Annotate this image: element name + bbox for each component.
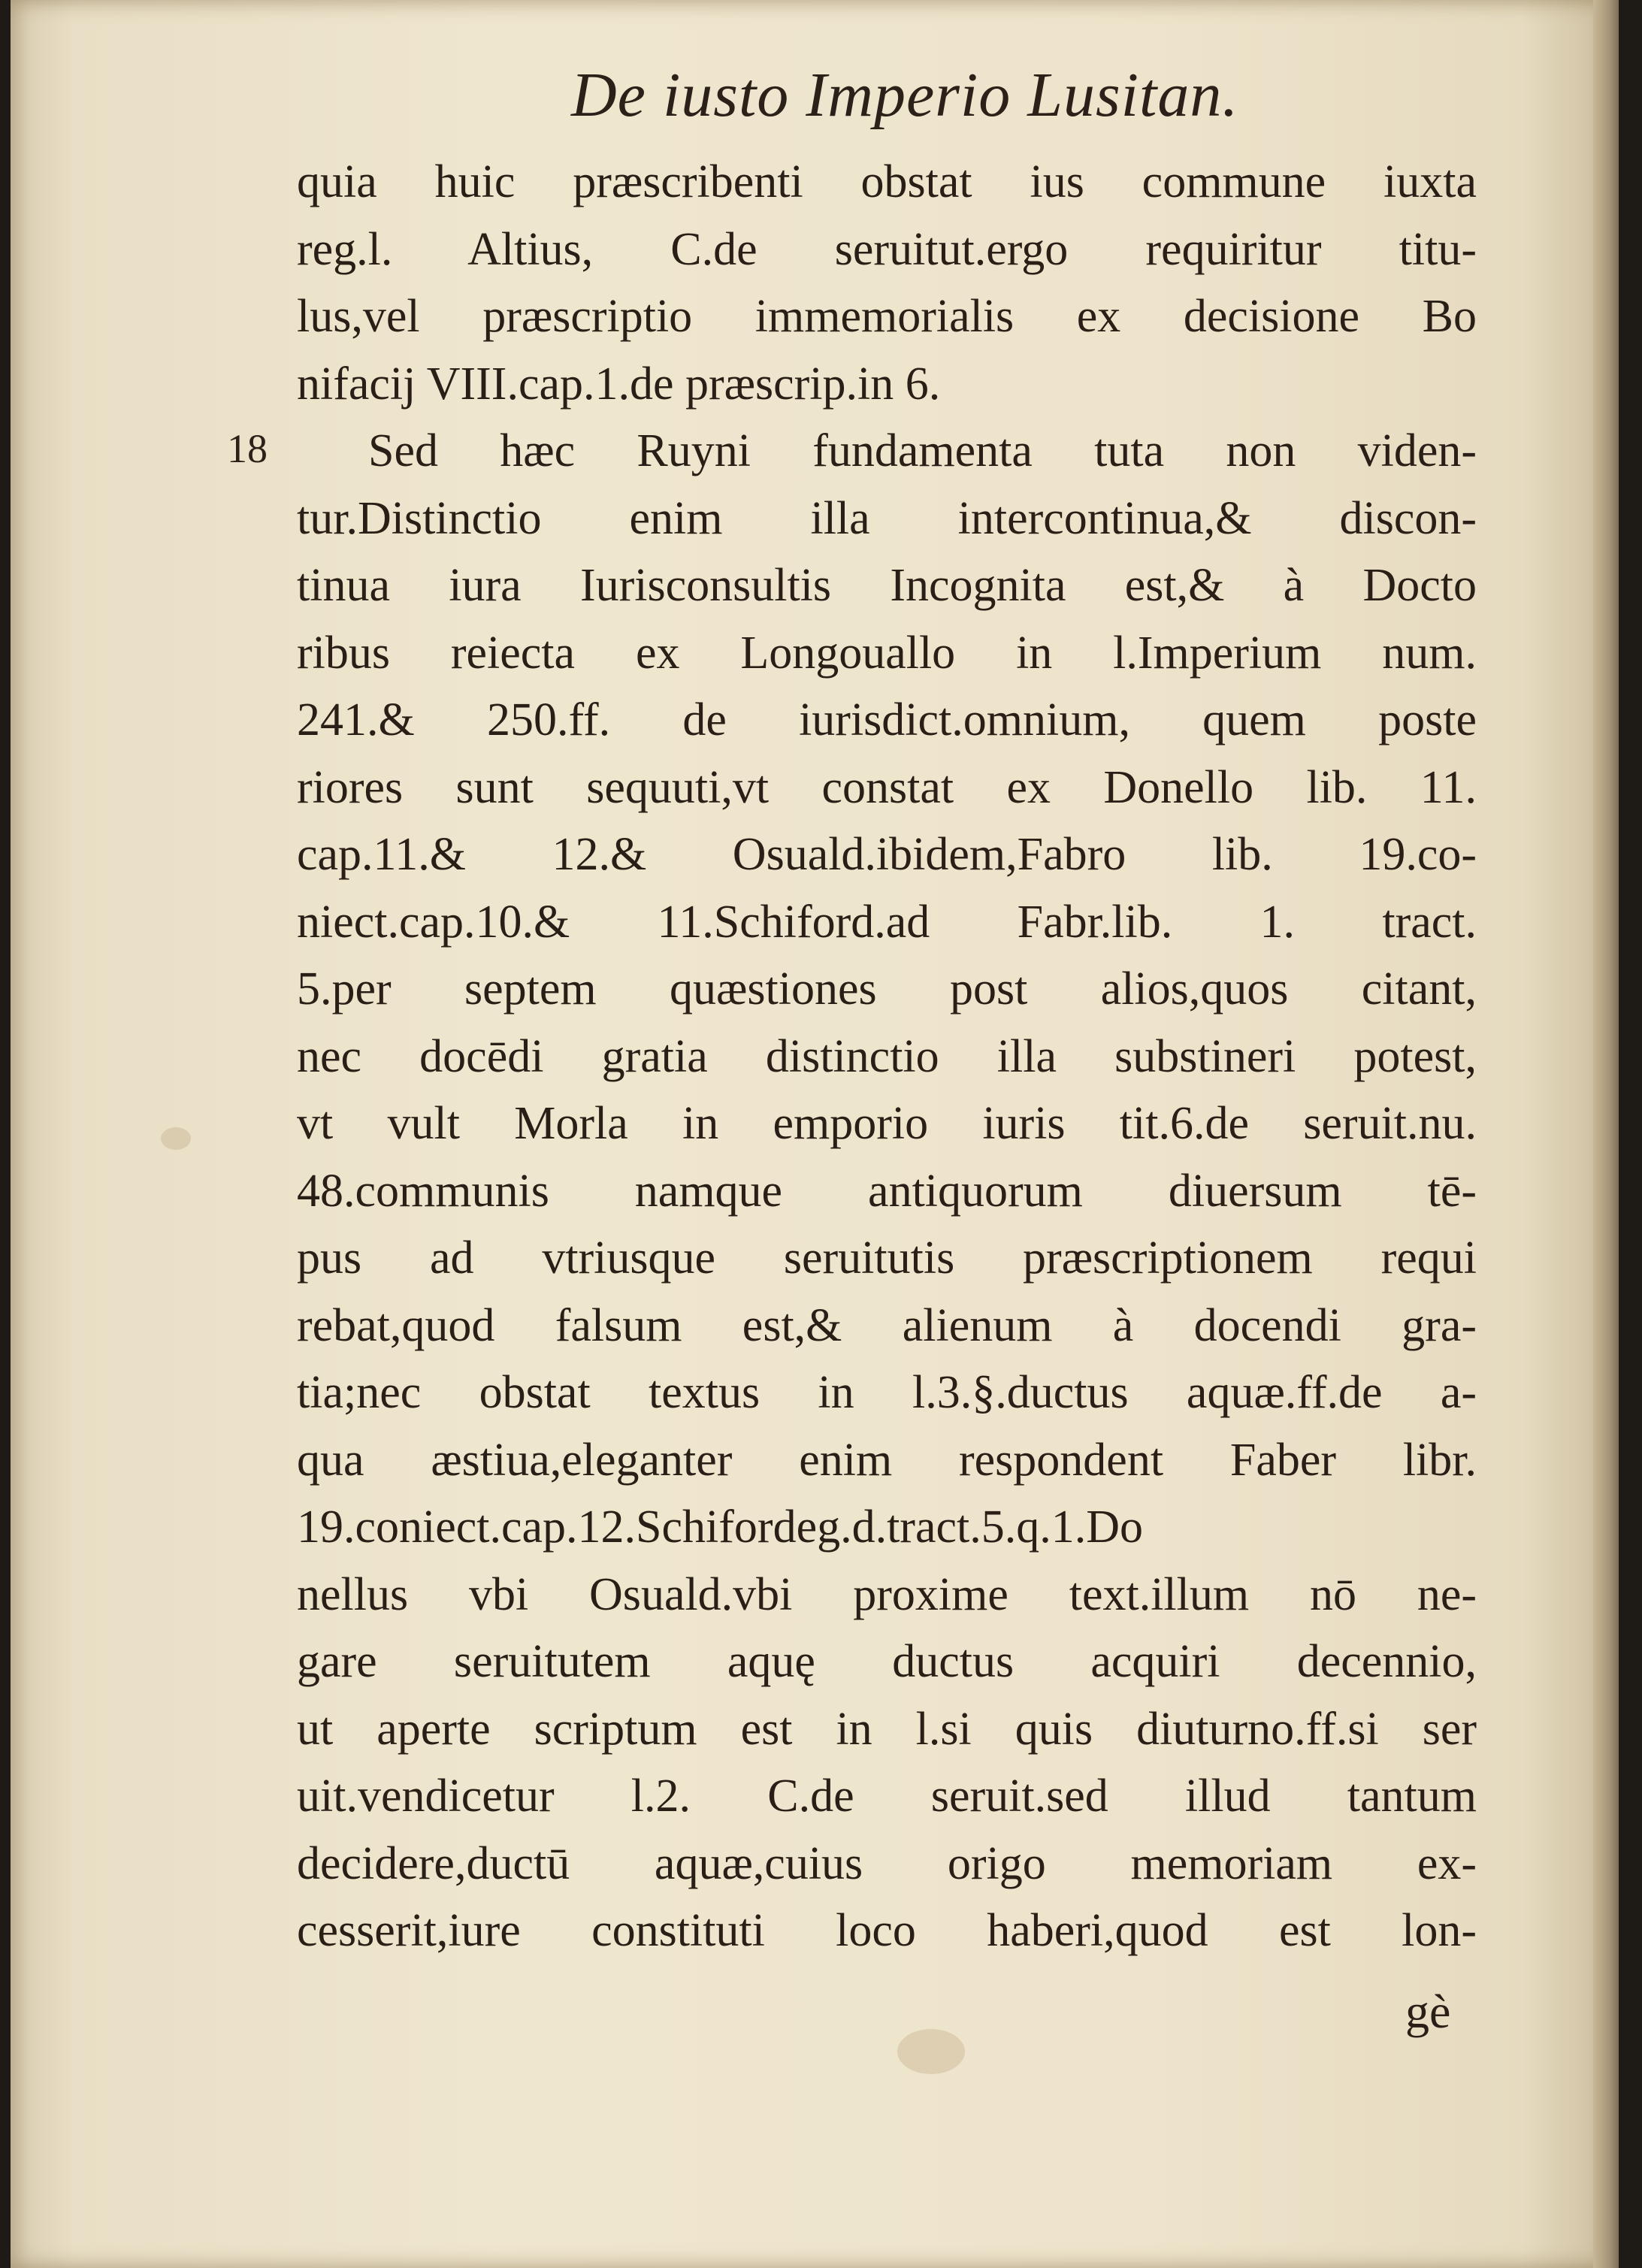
text-line: qua æstiua,eleganter enim respondent Faber libr. (297, 1434, 1477, 1486)
text-line: quia huic præscribenti obstat ius commune iuxta (297, 156, 1477, 207)
text-line: nellus vbi Osuald.vbi proxime text.illum nō ne- (297, 1568, 1477, 1620)
page-edge (1593, 0, 1619, 2268)
text-line: ut aperte scriptum est in l.si quis diuturno.ff.si ser (297, 1703, 1477, 1755)
text-line: reg.l. Altius, C.de seruitut.ergo requiritur titu- (297, 223, 1477, 275)
text-line: pus ad vtriusque seruitutis præscriptionem requi (297, 1232, 1477, 1284)
text-line: nifacij VIII.cap.1.de præscrip.in 6. (297, 358, 941, 410)
margin-line-number: 18 (227, 426, 268, 471)
text-line: decidere,ductū aquæ,cuius origo memoriam ex- (297, 1837, 1477, 1889)
text-line: riores sunt sequuti,vt constat ex Donello lib. 11. (297, 761, 1477, 813)
text-line: 48.communis namque antiquorum diuersum tē- (297, 1165, 1477, 1217)
text-line: lus,vel præscriptio immemorialis ex decisione Bo (297, 291, 1477, 342)
text-line: rebat,quod falsum est,& alienum à docendi gra- (297, 1299, 1477, 1351)
text-line: Sed hæc Ruyni fundamenta tuta non viden- (368, 425, 1477, 476)
text-line: vt vult Morla in emporio iuris tit.6.de seruit.nu. (297, 1098, 1477, 1149)
text-line: niect.cap.10.& 11.Schiford.ad Fabr.lib. 1. tract. (297, 896, 1477, 948)
foxing-stain (897, 2029, 965, 2074)
text-line: 19.coniect.cap.12.Schifordeg.d.tract.5.q.1.Do (297, 1501, 1143, 1553)
text-line: cap.11.& 12.& Osuald.ibidem,Fabro lib. 19.co- (297, 829, 1477, 880)
text-line: tur.Distinctio enim illa intercontinua,& discon- (297, 492, 1477, 544)
body-text (297, 149, 1477, 1965)
running-head: De iusto Imperio Lusitan. (571, 60, 1239, 130)
text-line: 241.& 250.ff. de iurisdict.omnium, quem poste (297, 694, 1477, 745)
text-line: tia;nec obstat textus in l.3.§.ductus aquæ.ff.de a- (297, 1367, 1477, 1418)
catchword: gè (1405, 1985, 1451, 2038)
text-line: gare seruitutem aquę ductus acquiri decennio, (297, 1636, 1477, 1687)
text-line: 5.per septem quæstiones post alios,quos citant, (297, 963, 1477, 1015)
text-line: ribus reiecta ex Longouallo in l.Imperium num. (297, 627, 1477, 679)
text-line: uit.vendicetur l.2. C.de seruit.sed illud tantum (297, 1771, 1477, 1822)
text-line: nec docēdi gratia distinctio illa substineri potest, (297, 1030, 1477, 1082)
text-line: cesserit,iure constituti loco haberi,quod est lon- (297, 1905, 1477, 1956)
foxing-stain (161, 1127, 191, 1150)
text-line: tinua iura Iurisconsultis Incognita est,& à Docto (297, 560, 1477, 611)
